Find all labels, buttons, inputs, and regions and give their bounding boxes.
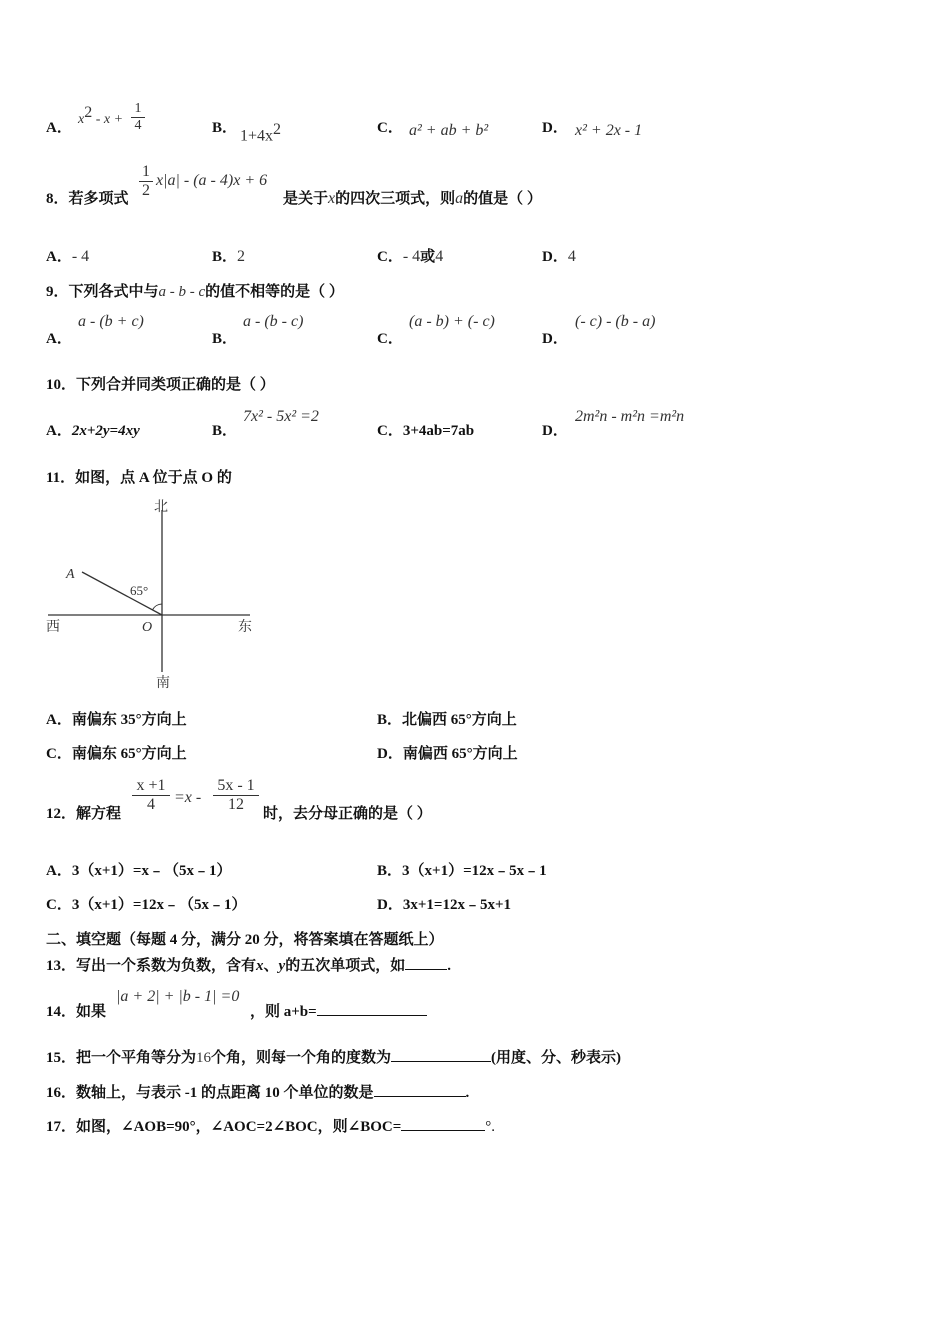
term: x|a| - (a - 4)x + 6 [156,172,268,189]
term: x [78,112,85,127]
text: 17．如图，∠AOB=90°，∠AOC=2∠BOC，则∠BOC= [46,1119,402,1135]
option-label: A． [46,331,72,347]
q9-option-a[interactable] [46,327,72,348]
q7-b-expression: $1+4x^2$ [240,121,282,145]
q11-option-b[interactable] [377,708,517,729]
text: . [447,958,451,974]
q8-option-a[interactable] [46,245,89,266]
text: 的值是（ ） [463,191,542,207]
q14-expression: |a + 2| + |b - 1| =0 [116,988,240,1005]
option-label: D． [542,249,568,265]
option-label: A． [46,712,72,728]
option-label: C． [377,120,403,136]
expression: a - b - c [158,284,206,300]
option-value: 3x+1=12x﹣5x+1 [402,897,511,913]
q10-b-expression: 7x² - 5x² =2 [243,408,319,425]
q10-option-d[interactable] [542,419,568,440]
option-label: B． [377,712,403,728]
option-value: 3（x+1）=12x﹣（5x﹣1） [71,897,247,913]
text: 16．数轴上，与表示 -1 的点距离 10 个单位的数是 [46,1085,374,1101]
q7-option-a[interactable] [46,116,72,137]
option-label: A． [46,423,72,439]
q9-option-c[interactable] [377,327,403,348]
option-label: C． [46,897,72,913]
q12-option-a[interactable] [46,859,231,880]
option-label: D． [377,897,403,913]
text: 15．把一个平角等分为 [46,1050,197,1066]
west-label: 西 [46,619,60,635]
q12-option-c[interactable] [46,893,246,914]
option-label: B． [212,120,238,136]
ray-oa [82,572,162,615]
option-value: 南偏东 65°方向上 [71,746,187,762]
option-label: C． [46,746,72,762]
text: 13．写出一个系数为负数，含有 [46,958,257,974]
option-label: A． [46,863,72,879]
text: 的值不相等的是（ ） [205,284,344,300]
option-text: 或 [420,249,436,265]
variable: a [455,190,464,207]
option-value: 4 [567,248,576,265]
denominator: 2 [142,182,150,199]
q9-option-b[interactable] [212,327,237,348]
q7-option-d[interactable] [542,116,568,137]
denominator: 4 [134,118,142,133]
q8-fraction [139,163,153,200]
option-label: B． [212,423,238,439]
q17-stem [46,1115,495,1136]
angle-arc [152,604,162,610]
text: (用度、分、秒表示) [491,1050,622,1066]
option-label: C． [377,249,403,265]
option-value: 2 [237,248,246,265]
q7-d-expression [575,122,642,140]
q9-b-expression: a - (b - c) [243,313,304,330]
text: 、 [263,958,279,974]
q12-prefix: 12．解方程 [46,806,122,822]
q10-option-b[interactable] [212,419,237,440]
q8-suffix [283,187,542,208]
q8-option-d[interactable] [542,245,576,266]
q9-c-expression: (a - b) + (- c) [409,313,495,330]
text: 的五次单项式，如 [285,958,406,974]
text: . [465,1085,470,1101]
q14-prefix: 14．如果 [46,1004,107,1020]
answer-blank[interactable] [317,1001,427,1016]
point-a-label: A [66,567,75,582]
q9-option-d[interactable] [542,327,568,348]
term: a² + ab + b² [409,122,489,139]
north-label: 北 [154,499,168,515]
q8-option-c[interactable] [377,245,443,266]
q10-d-expression: 2m²n - m²n =m²n [575,408,685,425]
option-value: 4 [435,248,444,265]
option-value: 3（x+1）=12x﹣5x﹣1 [402,863,547,879]
q12-fraction-2 [213,777,259,814]
number: 16 [196,1050,212,1066]
option-label: B． [212,249,238,265]
denominator: 4 [147,796,155,813]
term: 1+4x [240,127,274,145]
option-value: - 4 [402,248,421,265]
option-value: 南偏东 35°方向上 [71,712,187,728]
option-label: B． [377,863,403,879]
east-label: 东 [238,619,252,635]
q16-stem [46,1081,469,1102]
denominator: 12 [228,796,244,813]
q7-c-expression [409,122,488,140]
numerator: 1 [139,163,153,182]
option-label: D． [377,746,403,762]
q12-option-b[interactable] [377,859,547,880]
numerator: 1 [131,101,145,118]
q9-stem [46,280,344,301]
q8-option-b[interactable] [212,245,245,266]
compass-figure [40,494,270,694]
q7-option-b[interactable] [212,116,237,137]
angle-label: 65° [130,583,149,598]
option-value: 3（x+1）=x﹣（5x﹣1） [71,863,232,879]
q9-a-expression: a - (b + c) [78,313,144,330]
q15-stem [46,1046,621,1067]
answer-blank[interactable] [374,1082,466,1097]
variable: x [256,958,264,974]
option-value: 2x+2y=4xy [71,423,140,439]
option-label: B． [212,331,238,347]
q11-option-c[interactable] [46,742,187,763]
point-o-label: O [142,620,153,635]
text: °. [485,1119,496,1135]
q8-prefix: 8．若多项式 [46,191,129,207]
text: 9．下列各式中与 [46,284,159,300]
text: 是关于 [283,191,329,207]
q12-middle: =x - [174,789,202,806]
option-label: A． [46,120,72,136]
q7-a-fraction [131,101,145,134]
term: - x + [92,112,124,127]
q12-suffix: 时，去分母正确的是（ ） [263,806,432,822]
q11-stem: 11．如图，点 A 位于点 O 的 [46,470,232,486]
q10-option-c[interactable] [377,419,474,440]
q11-option-d[interactable] [377,742,518,763]
q12-option-d[interactable] [377,893,511,914]
text: 个角，则每一个角的度数为 [211,1050,392,1066]
section-2-title: 二、填空题（每题 4 分，满分 20 分，将答案填在答题纸上） [46,932,444,948]
answer-blank[interactable] [401,1116,485,1131]
option-label: D． [542,423,568,439]
q7-option-c[interactable] [377,116,403,137]
variable: y [278,958,286,974]
text: 的四次三项式，则 [335,191,456,207]
option-label: A． [46,249,72,265]
q14-suffix [250,1000,427,1021]
option-label: D． [542,120,568,136]
option-value: 北偏西 65°方向上 [402,712,517,728]
q13-stem [46,954,451,975]
term: x² + 2x - 1 [575,122,643,139]
q7-a-expression: $x^2$ - x + [78,104,124,127]
option-value: - 4 [71,248,90,265]
numerator: x +1 [132,777,170,796]
q9-d-expression: (- c) - (b - a) [575,313,656,330]
option-label: C． [377,331,403,347]
option-value: 南偏西 65°方向上 [402,746,518,762]
answer-blank[interactable] [391,1047,491,1062]
q11-option-a[interactable] [46,708,187,729]
option-label: C． [377,423,403,439]
text: ，则 a+b= [250,1004,317,1020]
numerator: 5x - 1 [213,777,259,796]
q10-stem: 10．下列合并同类项正确的是（ ） [46,377,275,393]
south-label: 南 [156,675,170,691]
option-label: D． [542,331,568,347]
answer-blank[interactable] [405,955,447,970]
q10-option-a[interactable] [46,419,140,440]
q8-expression [156,172,267,190]
option-value: 3+4ab=7ab [402,423,475,439]
q12-fraction-1 [132,777,170,814]
variable: x [328,190,336,207]
